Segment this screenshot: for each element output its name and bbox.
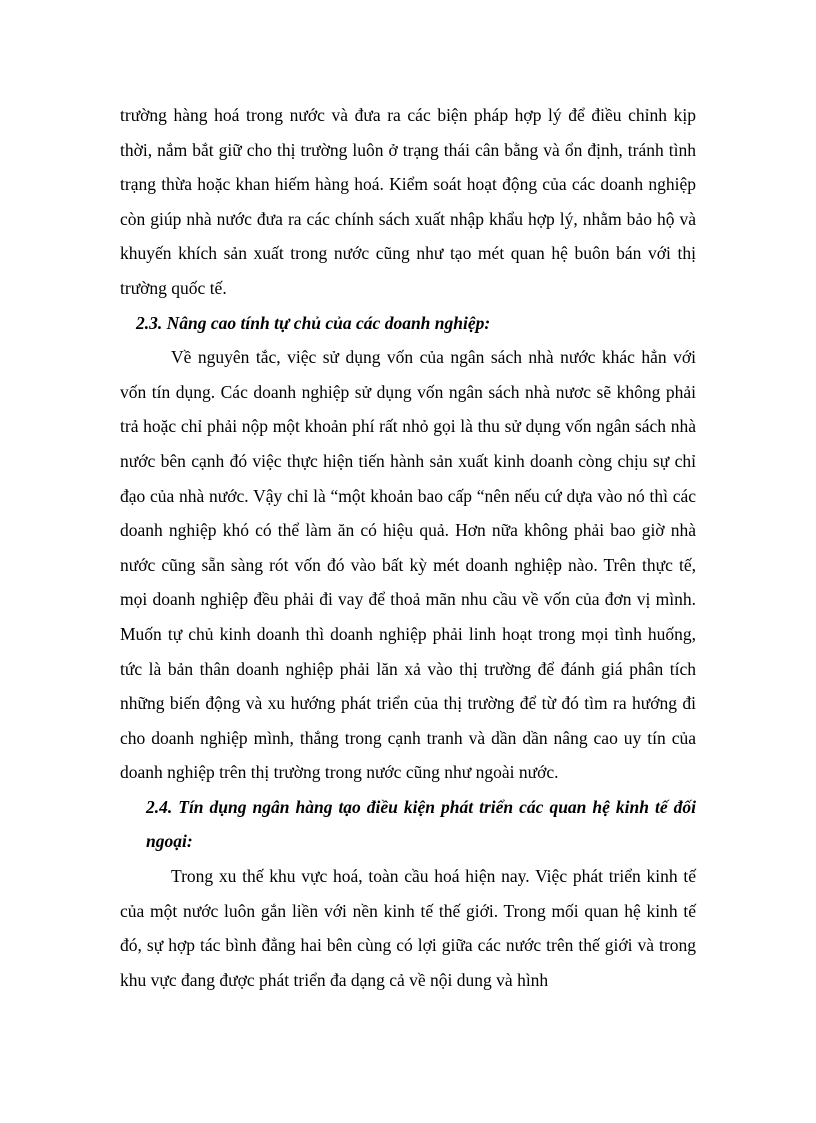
section-heading-2-3: 2.3. Nâng cao tính tự chủ của các doanh nghiệp: <box>136 312 491 333</box>
paragraph-enterprise-autonomy: Về nguyên tắc, việc sử dụng vốn của ngân sách nhà nước khác hẳn với vốn tín dụng. Các doanh nghiệp sử dụng vốn ngân sách nhà nươc sẽ không phải trả hoặc chỉ phải nộp một khoản phí rất nhỏ gọi là thu sử dụng vốn ngân sách nhà nước bên cạnh đó việc thực hiện tiến hành sản xuất kinh doanh còng chịu sự chỉ đạo của nhà nước. Vậy chỉ là “một khoản bao cấp “nên nếu cứ dựa vào nó thì các doanh nghiệp khó có thể làm ăn có hiệu quả. Hơn nữa không phải bao giờ nhà nước cũng sẵn sàng rót vốn đó vào bất kỳ mét doanh nghiệp nào. Trên thực tế, mọi doanh nghiệp đều phải đi vay để thoả mãn nhu cầu về vốn của đơn vị mình. Muốn tự chủ kinh doanh thì doanh nghiệp phải linh hoạt trong mọi tình huống, tức là bản thân doanh nghiệp phải lăn xả vào thị trường để đánh giá phân tích những biến động và xu hướng phát triển của thị trường để từ đó tìm ra hướng đi cho doanh nghiệp mình, thắng trong cạnh tranh và dần dần nâng cao uy tín của doanh nghiệp trên thị trường trong nước cũng như ngoài nước. <box>120 347 696 783</box>
section-heading-2-4: 2.4. Tín dụng ngân hàng tạo điều kiện phát triển các quan hệ kinh tế đối ngoại: <box>146 796 696 852</box>
paragraph-foreign-relations: Trong xu thế khu vực hoá, toàn cầu hoá hiện nay. Việc phát triển kinh tế của một nước luôn gắn liền với nền kinh tế thế giới. Trong mối quan hệ kinh tế đó, sự hợp tác bình đẳng hai bên cùng có lợi giữa các nước trên thế giới và trong khu vực đang được phát triển đa dạng cả về nội dung và hình <box>120 866 696 990</box>
paragraph-market-control: trường hàng hoá trong nước và đưa ra các biện pháp hợp lý để điều chỉnh kịp thời, nắm bắt giữ cho thị trường luôn ở trạng thái cân bằng và ổn định, tránh tình trạng thừa hoặc khan hiếm hàng hoá. Kiểm soát hoạt động của các doanh nghiệp còn giúp nhà nước đưa ra các chính sách xuất nhập khẩu hợp lý, nhằm bảo hộ và khuyến khích sản xuất trong nước cũng như tạo mét quan hệ buôn bán với thị trường quốc tế. <box>120 105 696 298</box>
document-page <box>120 98 696 997</box>
